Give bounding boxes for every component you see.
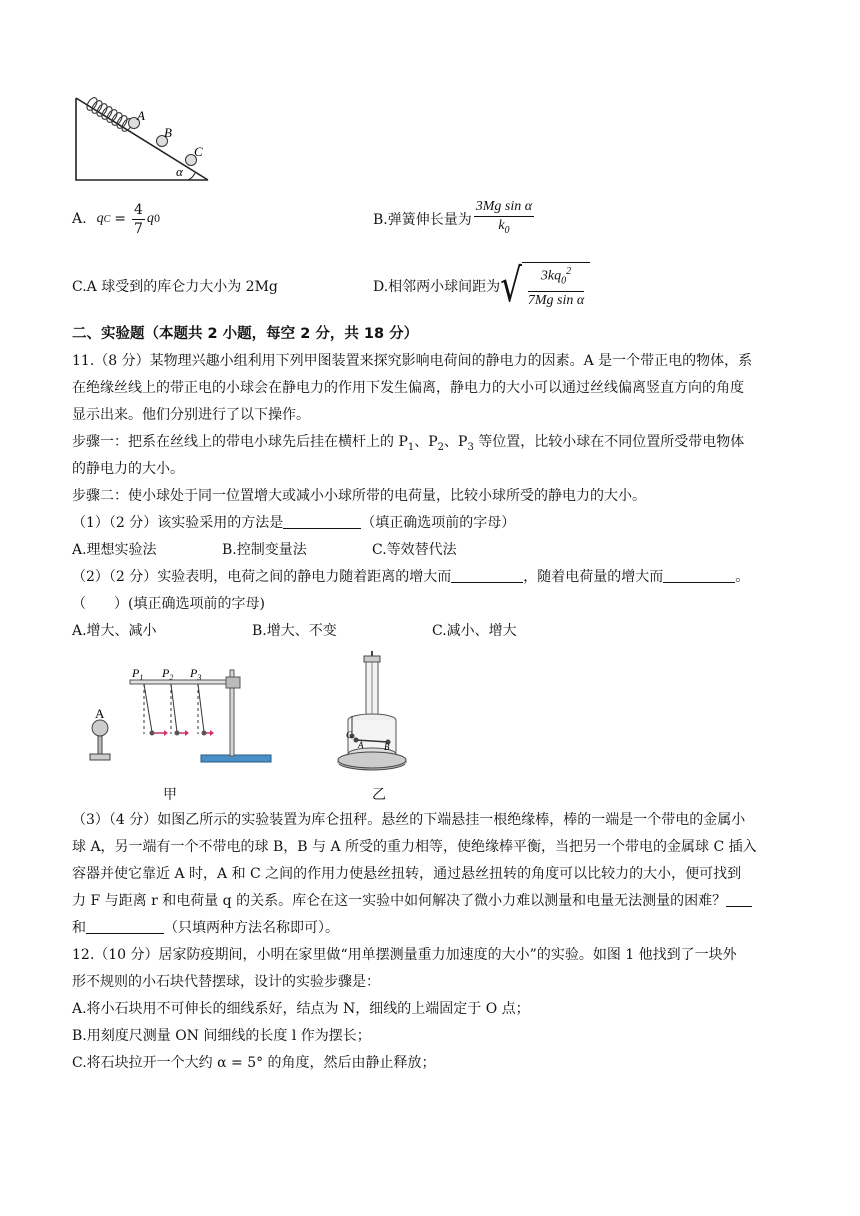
q11-line-3: 显示出来。他们分别进行了以下操作。 [72, 407, 310, 423]
part2-option-a: A.增大、减小 [72, 623, 157, 639]
option-a-lhs-sub: C [103, 213, 111, 225]
option-b-den-sub: 0 [504, 224, 510, 236]
option-a-fraction [132, 201, 145, 238]
option-a-rhs: q [146, 211, 154, 226]
step1-text-a: 步骤一：把系在丝线上的带电小球先后挂在横杆上的 P [72, 434, 408, 450]
part1-option-c: C.等效替代法 [372, 542, 457, 558]
stand-base [201, 755, 271, 762]
figure-yi [334, 650, 414, 774]
q10-option-a [72, 196, 160, 242]
part2-blank-2[interactable] [663, 568, 735, 583]
q11-line-2: 在绝缘丝线上的带正电的小球会在静电力的作用下发生偏离，静电力的大小可以通过丝线偏离竖直方向的角度 [72, 380, 744, 396]
step1-mid-2: 、P [444, 434, 468, 450]
q11-part-1 [72, 513, 515, 533]
step1-end: 等位置，比较小球在不同位置所受带电物体 [473, 434, 745, 450]
q12-line-2: 形不规则的小石块代替摆球，设计的实验步骤是： [72, 974, 380, 990]
option-b-fraction [474, 198, 534, 240]
figure-jia-caption: 甲 [163, 787, 177, 803]
option-d-num-wrap [528, 263, 584, 291]
q11-part-3-line-3: 容器并使它靠近 A 时，A 和 C 之间的作用力使悬丝扭转，通过悬丝扭转的角度可以比较力的大小，便可找到 [72, 866, 742, 882]
part3-blank-2[interactable] [86, 919, 164, 934]
part2-blank-1[interactable] [451, 568, 523, 583]
step1-sub-2: 2 [437, 441, 445, 453]
q11-part-2 [72, 567, 749, 587]
q12-step-b: B.用刻度尺测量 ON 间细线的长度 l 作为摆长； [72, 1028, 371, 1044]
figure-yi-caption: 乙 [372, 787, 386, 803]
q11-part-1-options [72, 540, 457, 560]
step1-sub-3: 3 [467, 441, 474, 453]
option-a-num: 4 [133, 201, 143, 218]
q10-option-b [373, 194, 536, 244]
q11-part-2-options [72, 621, 517, 641]
option-d-den: 7Mg sin α [527, 292, 585, 308]
object-a [92, 720, 108, 736]
jia-label-p2: $P_2$ [162, 666, 174, 682]
part1-answer-blank[interactable] [283, 514, 361, 529]
option-a-lhs: q [96, 211, 104, 226]
q12-step-a: A.将小石块用不可伸长的细线系好，结点为 N，细线的上端固定于 O 点； [72, 1001, 530, 1017]
option-d-fraction [528, 263, 584, 309]
yi-label-b: B [384, 742, 390, 752]
part1-option-b: B.控制变量法 [222, 542, 307, 558]
label-c: C [194, 144, 203, 159]
option-b-num: 3Mg sin α [474, 198, 534, 217]
q11-part-3-line-5 [72, 918, 339, 938]
option-d-num-sup: 2 [566, 266, 572, 278]
q10-option-c: C.A 球受到的库仑力大小为 2Mg [72, 279, 278, 295]
option-d-radicand [522, 262, 590, 309]
part3-question: 力 F 与距离 r 和电荷量 q 的关系。库仑在这一实验中如何解决了微小力难以测量和电量无法测量的困难？ [72, 893, 727, 909]
q11-part-2-line-2: （ ）(填正确选项前的字母) [72, 596, 265, 612]
option-a-prefix: A. [72, 211, 87, 227]
yi-label-c: C [346, 730, 353, 740]
yi-label-a: A [358, 740, 364, 750]
figure-jia [86, 660, 276, 770]
q11-line-1: 11.（8 分）某物理兴趣小组利用下列甲图装置来探究影响电荷间的静电力的因素。A 是一个带正电的物体，系 [72, 353, 753, 369]
q10-option-d [373, 259, 590, 313]
part2-end: 。 [735, 569, 750, 585]
jia-label-p1: $P_1$ [132, 666, 144, 682]
option-d-num: 3kq [540, 268, 562, 284]
part3-blank-1[interactable] [726, 892, 752, 907]
q12-step-c: C.将石块拉开一个大约 α = 5° 的角度，然后由静止释放； [72, 1055, 436, 1071]
part2-option-c: C.减小、增大 [432, 623, 517, 639]
option-d-prefix: D.相邻两小球间距为 [373, 279, 501, 295]
label-b: B [164, 125, 172, 140]
q11-step-1b: 的静电力的大小。 [72, 461, 184, 477]
part1-post: （填正确选项前的字母） [361, 515, 516, 531]
jia-label-p3: $P_3$ [190, 666, 202, 682]
sqrt-sign: √ [500, 259, 522, 313]
option-a-eq: = [114, 211, 126, 227]
section-2-title: 二、实验题（本题共 2 小题，每空 2 分，共 18 分） [72, 326, 419, 342]
part1-option-a: A.理想实验法 [72, 542, 157, 558]
part2-mid: ，随着电荷量的增大而 [523, 569, 664, 585]
option-a-rhs-sub: 0 [153, 213, 161, 225]
option-d-num-sub: 0 [561, 275, 567, 287]
option-b-den: k [498, 218, 505, 234]
step1-mid-1: 、P [414, 434, 438, 450]
cross-bar [130, 680, 234, 684]
option-b-den-wrap [474, 217, 534, 240]
q11-step-2: 步骤二：使小球处于同一位置增大或减小小球所带的电荷量，比较小球所受的静电力的大小。 [72, 488, 646, 504]
part2-pre: （2）（2 分）实验表明，电荷之间的静电力随着距离的增大而 [72, 569, 452, 585]
option-a-den: 7 [133, 220, 143, 237]
q11-part-3-line-1: （3）（4 分）如图乙所示的实验装置为库仑扭秤。悬丝的下端悬挂一根绝缘棒，棒的一端是一个带电的金属小 [72, 812, 746, 828]
part2-option-b: B.增大、不变 [252, 623, 337, 639]
label-alpha: α [176, 164, 183, 179]
part3-pre: 和 [72, 920, 86, 936]
option-b-prefix: B.弹簧伸长量为 [373, 212, 472, 228]
q11-part-3-line-2: 球 A，另一端有一个不带电的球 B，B 与 A 所受的重力相等，使绝缘棒平衡，当把另一个带电的金属球 C 插入 [72, 839, 757, 855]
spring-coil [85, 96, 134, 133]
q12-line-1: 12.（10 分）居家防疫期间，小明在家里做“用单摆测量重力加速度的大小”的实验。如图 1 他找到了一块外 [72, 947, 737, 963]
incline-figure [70, 94, 215, 186]
step1-sub-1: 1 [407, 441, 415, 453]
label-a: A [137, 108, 145, 123]
part3-post: （只填两种方法名称即可）。 [164, 920, 339, 936]
part1-pre: （1）（2 分）该实验采用的方法是 [72, 515, 284, 531]
q11-step-1a [72, 432, 744, 458]
q11-part-3-line-4 [72, 891, 752, 911]
jia-label-a: A [95, 706, 105, 721]
